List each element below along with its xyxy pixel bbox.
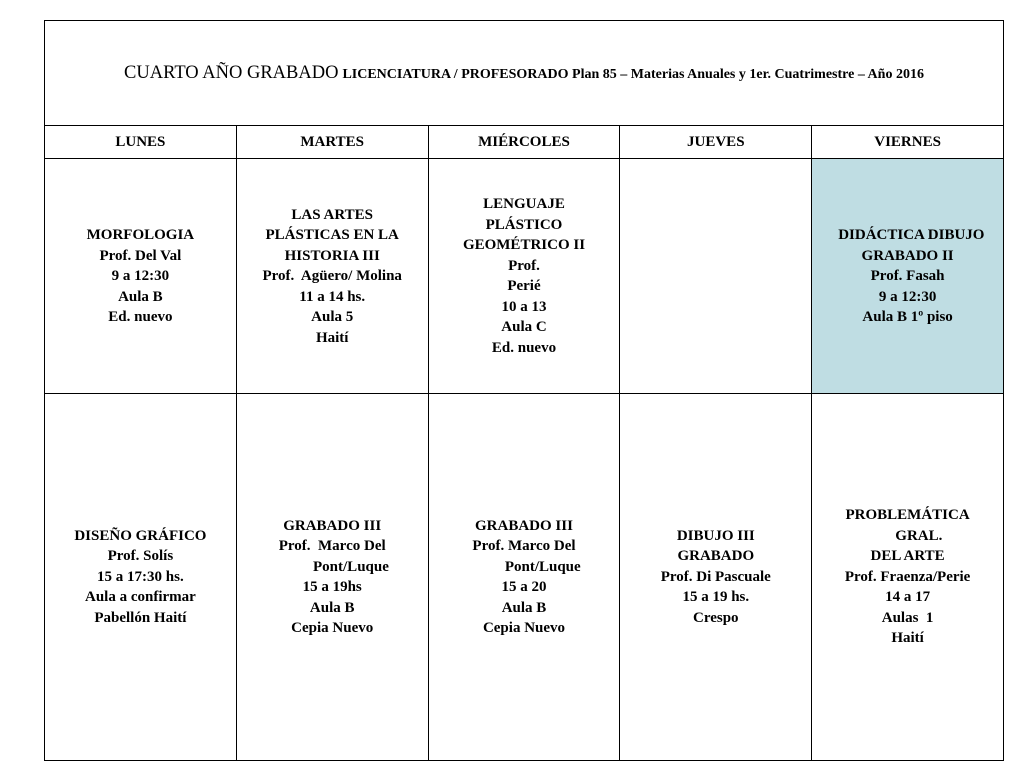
class-cell-line: Prof. Del Val <box>99 247 182 264</box>
class-cell <box>428 159 620 394</box>
day-header-martes: MARTES <box>236 126 428 159</box>
schedule-title <box>45 21 1004 126</box>
class-cell-line: HISTORIA III <box>284 247 380 264</box>
class-cell-line: PLÁSTICAS EN LA <box>265 227 399 244</box>
day-header-miercoles: MIÉRCOLES <box>428 126 620 159</box>
class-cell-line: Aula B <box>501 599 547 616</box>
class-cell-line: MORFOLOGIA <box>86 227 195 244</box>
class-cell-line: 15 a 20 <box>501 579 547 596</box>
class-cell-line: Aula B 1º piso <box>862 309 953 326</box>
class-cell-line: Cepia Nuevo <box>482 620 566 637</box>
class-cell-line: Pont/Luque <box>467 558 581 575</box>
class-cell-line: 15 a 17:30 hs. <box>97 568 184 585</box>
class-cell-line: Aula B <box>118 288 163 305</box>
class-cell-line: 11 a 14 hs. <box>299 288 366 305</box>
class-cell-line: 14 a 17 <box>885 589 931 606</box>
schedule-row-morning <box>45 159 1004 394</box>
class-cell <box>45 159 237 394</box>
class-cell-line: DISEÑO GRÁFICO <box>74 527 207 544</box>
class-cell-line: Aula 5 <box>311 309 354 326</box>
class-cell-line: Crespo <box>693 609 739 626</box>
class-cell-line: Perié <box>507 278 541 295</box>
class-cell-line: Aula C <box>501 319 547 336</box>
class-cell <box>620 394 812 761</box>
class-cell-line: Prof. Marco Del <box>472 538 576 555</box>
day-header-row <box>45 126 1004 159</box>
class-cell-line: GEOMÉTRICO II <box>462 237 586 254</box>
class-cell-line: 9 a 12:30 <box>878 288 937 305</box>
class-cell-line: Aulas 1 <box>881 609 934 626</box>
class-cell-line: Prof. Di Pascuale <box>660 568 771 585</box>
class-cell-line: Ed. nuevo <box>491 339 557 356</box>
class-cell-line: Prof. <box>508 257 540 274</box>
class-cell-line: 9 a 12:30 <box>111 268 170 285</box>
class-cell-line: DIBUJO III <box>676 527 755 544</box>
schedule-row-afternoon <box>45 394 1004 761</box>
class-cell-line: Haití <box>315 329 349 346</box>
class-cell <box>236 159 428 394</box>
class-cell-highlighted <box>812 159 1004 394</box>
class-cell-line: Prof. Fasah <box>870 268 945 285</box>
class-cell-line: Prof. Marco Del <box>278 538 386 555</box>
class-cell-line: Aula a confirmar <box>84 589 196 606</box>
class-cell-line: GRABADO III <box>475 517 573 534</box>
class-cell-line: LENGUAJE <box>483 196 565 213</box>
class-cell <box>428 394 620 761</box>
class-cell-line: 10 a 13 <box>501 298 547 315</box>
schedule-table <box>44 20 1004 761</box>
class-cell-line: Haití <box>891 630 924 647</box>
class-cell <box>45 394 237 761</box>
class-cell-line: GRABADO II <box>861 247 954 264</box>
class-cell <box>236 394 428 761</box>
class-cell-line: GRABADO III <box>283 517 382 534</box>
class-cell-line: Cepia Nuevo <box>291 620 374 637</box>
class-cell-line: Pabellón Haití <box>94 609 187 626</box>
class-cell-line: LAS ARTES <box>291 206 373 223</box>
class-cell-line: Prof. Fraenza/Perie <box>844 568 971 585</box>
day-header-lunes: LUNES <box>45 126 237 159</box>
class-cell-line: 15 a 19hs <box>302 579 362 596</box>
day-header-jueves: JUEVES <box>620 126 812 159</box>
class-cell-line: DEL ARTE <box>870 548 945 565</box>
class-cell-line: GRABADO <box>677 548 755 565</box>
title-subtitle: LICENCIATURA / PROFESORADO Plan 85 – Materias Anuales y 1er. Cuatrimestre – Año 2016 <box>342 66 924 82</box>
class-cell-line: Pont/Luque <box>275 558 389 575</box>
class-cell-line: PLÁSTICO <box>485 216 563 233</box>
class-cell-line: 15 a 19 hs. <box>682 589 750 606</box>
class-cell-line: DIDÁCTICA DIBUJO <box>830 227 985 244</box>
class-cell-line: Prof. Solís <box>107 548 174 565</box>
title-main: CUARTO AÑO GRABADO <box>124 62 339 83</box>
class-cell-line: Aula B <box>309 599 355 616</box>
class-cell-line: GRAL. <box>872 527 943 544</box>
class-cell-line: Prof. Agüero/ Molina <box>262 268 402 285</box>
day-header-viernes: VIERNES <box>812 126 1004 159</box>
class-cell-line: PROBLEMÁTICA <box>845 507 970 524</box>
class-cell <box>812 394 1004 761</box>
class-cell-empty <box>620 159 812 394</box>
class-cell-line: Ed. nuevo <box>108 309 173 326</box>
